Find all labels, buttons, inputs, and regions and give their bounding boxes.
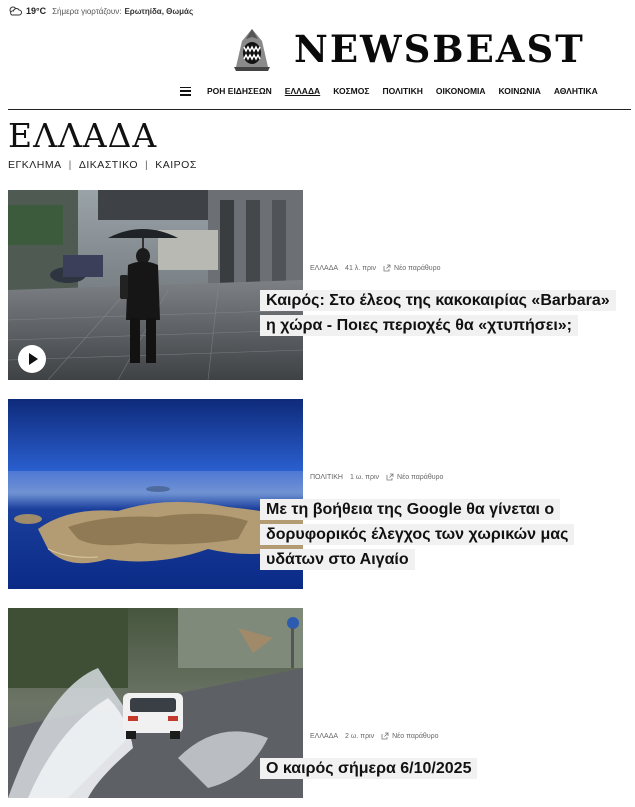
- article-category[interactable]: ΕΛΛΑΔΑ: [310, 732, 339, 740]
- site-logo[interactable]: [232, 26, 585, 72]
- article-card[interactable]: [8, 608, 628, 798]
- hamburger-menu-icon[interactable]: [180, 87, 191, 96]
- temperature: 19°C: [26, 6, 47, 16]
- header-divider: [8, 109, 631, 110]
- nav-item-athlitika[interactable]: ΑΘΛΗΤΙΚΑ: [553, 86, 598, 96]
- article-thumbnail[interactable]: [8, 608, 303, 798]
- new-window-icon[interactable]: [386, 473, 394, 481]
- article-headline-text[interactable]: Με τη βοήθεια της Google θα γίνεται ο δορυφορικός έλεγχος των χωρικών μας υδάτων στο Αιγαίο: [260, 499, 574, 570]
- nav-item-kosmos[interactable]: ΚΟΣΜΟΣ: [333, 86, 370, 96]
- article-card[interactable]: [8, 399, 628, 589]
- article-category[interactable]: ΠΟΛΙΤΙΚΗ: [310, 473, 343, 481]
- play-video-button[interactable]: [18, 345, 46, 373]
- article-headline-text[interactable]: Ο καιρός σήμερα 6/10/2025: [260, 758, 477, 779]
- nav-item-ellada[interactable]: ΕΛΛΑΔΑ: [284, 86, 321, 96]
- nav-item-oikonomia[interactable]: ΟΙΚΟΝΟΜΙΑ: [435, 86, 486, 96]
- article-meta: [310, 264, 440, 272]
- shark-icon: [232, 27, 272, 71]
- new-window-label[interactable]: Νέο παράθυρο: [394, 264, 441, 272]
- play-icon: [29, 353, 38, 365]
- partly-cloudy-icon: [8, 5, 22, 17]
- subcategory-kairos[interactable]: ΚΑΙΡΟΣ: [155, 159, 197, 171]
- article-headline[interactable]: [260, 497, 620, 572]
- logo-wordmark: NEWSBEAST: [294, 27, 585, 71]
- article-time: 2 ω. πριν: [345, 732, 375, 740]
- nav-item-koinonia[interactable]: ΚΟΙΝΩΝΙΑ: [498, 86, 541, 96]
- article-time: 41 λ. πριν: [345, 264, 377, 272]
- article-headline[interactable]: [260, 756, 620, 781]
- article-time: 1 ω. πριν: [349, 473, 380, 481]
- top-bar: [8, 4, 193, 18]
- subcategory-egklima[interactable]: ΕΓΚΛΗΜΑ: [8, 159, 62, 171]
- woman-with-umbrella-rainy-street-photo: [8, 190, 303, 380]
- separator: |: [68, 159, 72, 171]
- nav-item-politiki[interactable]: ΠΟΛΙΤΙΚΗ: [382, 86, 423, 96]
- article-headline-text[interactable]: Καιρός: Στο έλεος της κακοκαιρίας «Barbara» η χώρα - Ποιες περιοχές θα «χτυπήσει»;: [260, 290, 616, 336]
- new-window-icon[interactable]: [383, 264, 391, 272]
- car-splashing-flooded-road-photo: [8, 608, 303, 798]
- section-title: ΕΛΛΑΔΑ: [8, 116, 158, 155]
- article-headline[interactable]: [260, 288, 620, 338]
- article-card[interactable]: [8, 190, 628, 380]
- new-window-label[interactable]: Νέο παράθυρο: [397, 473, 444, 481]
- nav-item-roi-eidiseon[interactable]: ΡΟΗ ΕΙΔΗΣΕΩΝ: [207, 86, 272, 96]
- article-thumbnail[interactable]: [8, 399, 303, 589]
- new-window-label[interactable]: Νέο παράθυρο: [392, 732, 439, 740]
- article-meta: [310, 473, 443, 481]
- new-window-icon[interactable]: [381, 732, 389, 740]
- main-navigation: [180, 83, 631, 99]
- aerial-view-aegean-island-photo: [8, 399, 303, 589]
- nameday-names[interactable]: Ερωτηίδα, Θωμάς: [124, 6, 194, 16]
- nameday-label: Σήμερα γιορτάζουν:: [52, 6, 122, 16]
- article-thumbnail[interactable]: [8, 190, 303, 380]
- article-category[interactable]: ΕΛΛΑΔΑ: [310, 264, 339, 272]
- article-meta: [310, 732, 439, 740]
- subcategory-nav: [8, 159, 197, 171]
- subcategory-dikastiko[interactable]: ΔΙΚΑΣΤΙΚΟ: [78, 159, 138, 171]
- separator: |: [144, 159, 149, 171]
